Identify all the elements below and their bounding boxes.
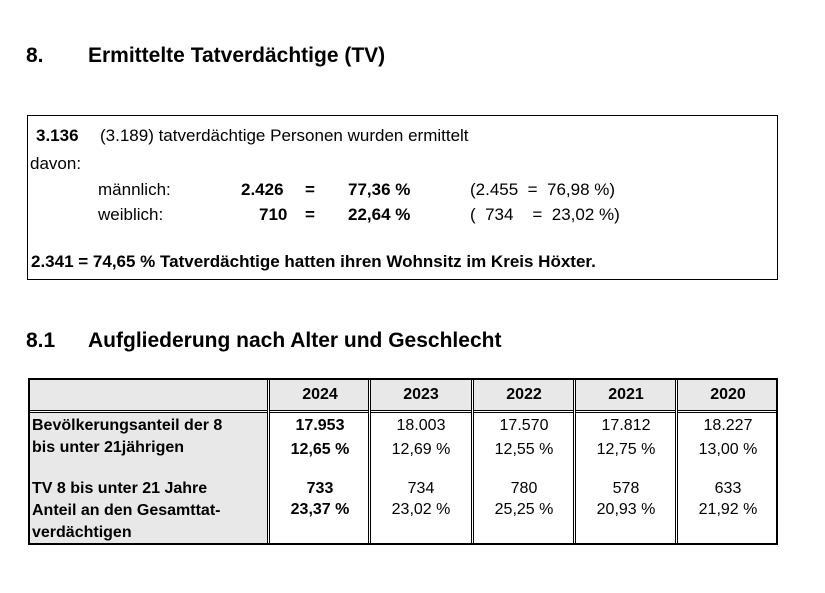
- year-header: 2023: [403, 386, 439, 403]
- row-label: Anteil an den Gesamttat-: [32, 502, 221, 519]
- population-percent: 12,75 %: [596, 441, 656, 458]
- female-label: weiblich:: [98, 205, 164, 224]
- suspect-count: 734: [407, 480, 435, 497]
- year-header: 2022: [506, 386, 542, 403]
- male-previous: (2.455 = 76,98 %): [470, 180, 616, 199]
- suspect-count: 733: [306, 480, 334, 497]
- population-percent: 13,00 %: [698, 441, 758, 458]
- year-header: 2024: [302, 386, 338, 403]
- female-percent: 22,64 %: [348, 205, 411, 224]
- population-count: 17.570: [499, 417, 549, 434]
- summary-box: [27, 115, 778, 280]
- suspect-count: 780: [510, 480, 538, 497]
- population-count: 17.953: [295, 417, 345, 434]
- population-count: 18.227: [703, 417, 753, 434]
- total-suspects-text: (3.189) tatverdächtige Personen wurden ermittelt: [100, 126, 469, 145]
- row-label: verdächtigen: [32, 524, 132, 541]
- male-count: 2.426: [241, 180, 284, 199]
- suspect-share-percent: 23,37 %: [290, 501, 350, 518]
- year-header: 2020: [710, 386, 746, 403]
- population-percent: 12,69 %: [391, 441, 451, 458]
- male-percent: 77,36 %: [348, 180, 411, 199]
- population-count: 18.003: [396, 417, 446, 434]
- section-number: 8.1: [26, 329, 56, 352]
- suspect-share-percent: 25,25 %: [494, 501, 554, 518]
- section-title: Ermittelte Tatverdächtige (TV): [88, 44, 386, 67]
- suspect-count: 578: [612, 480, 640, 497]
- year-header: 2021: [608, 386, 644, 403]
- section-number: 8.: [26, 44, 44, 67]
- population-percent: 12,55 %: [494, 441, 554, 458]
- header-divider: [30, 410, 776, 413]
- population-count: 17.812: [601, 417, 651, 434]
- row-label: bis unter 21jährigen: [32, 439, 185, 456]
- population-percent: 12,65 %: [290, 441, 350, 458]
- female-previous: ( 734 = 23,02 %): [470, 205, 620, 224]
- total-suspects: 3.136: [36, 126, 79, 145]
- suspect-share-percent: 23,02 %: [391, 501, 451, 518]
- male-equals: =: [305, 180, 315, 199]
- row-label: TV 8 bis unter 21 Jahre: [32, 480, 208, 497]
- female-equals: =: [305, 205, 315, 224]
- residence-note: 2.341 = 74,65 % Tatverdächtige hatten ihren Wohnsitz im Kreis Höxter.: [31, 252, 596, 271]
- row-label: Bevölkerungsanteil der 8: [32, 417, 223, 434]
- suspect-share-percent: 20,93 %: [596, 501, 656, 518]
- female-count: 710: [259, 205, 288, 224]
- age-gender-table: [28, 378, 778, 545]
- suspect-share-percent: 21,92 %: [698, 501, 758, 518]
- davon-label: davon:: [30, 154, 82, 173]
- male-label: männlich:: [98, 180, 171, 199]
- suspect-count: 633: [714, 480, 742, 497]
- section-title: Aufgliederung nach Alter und Geschlecht: [88, 329, 502, 352]
